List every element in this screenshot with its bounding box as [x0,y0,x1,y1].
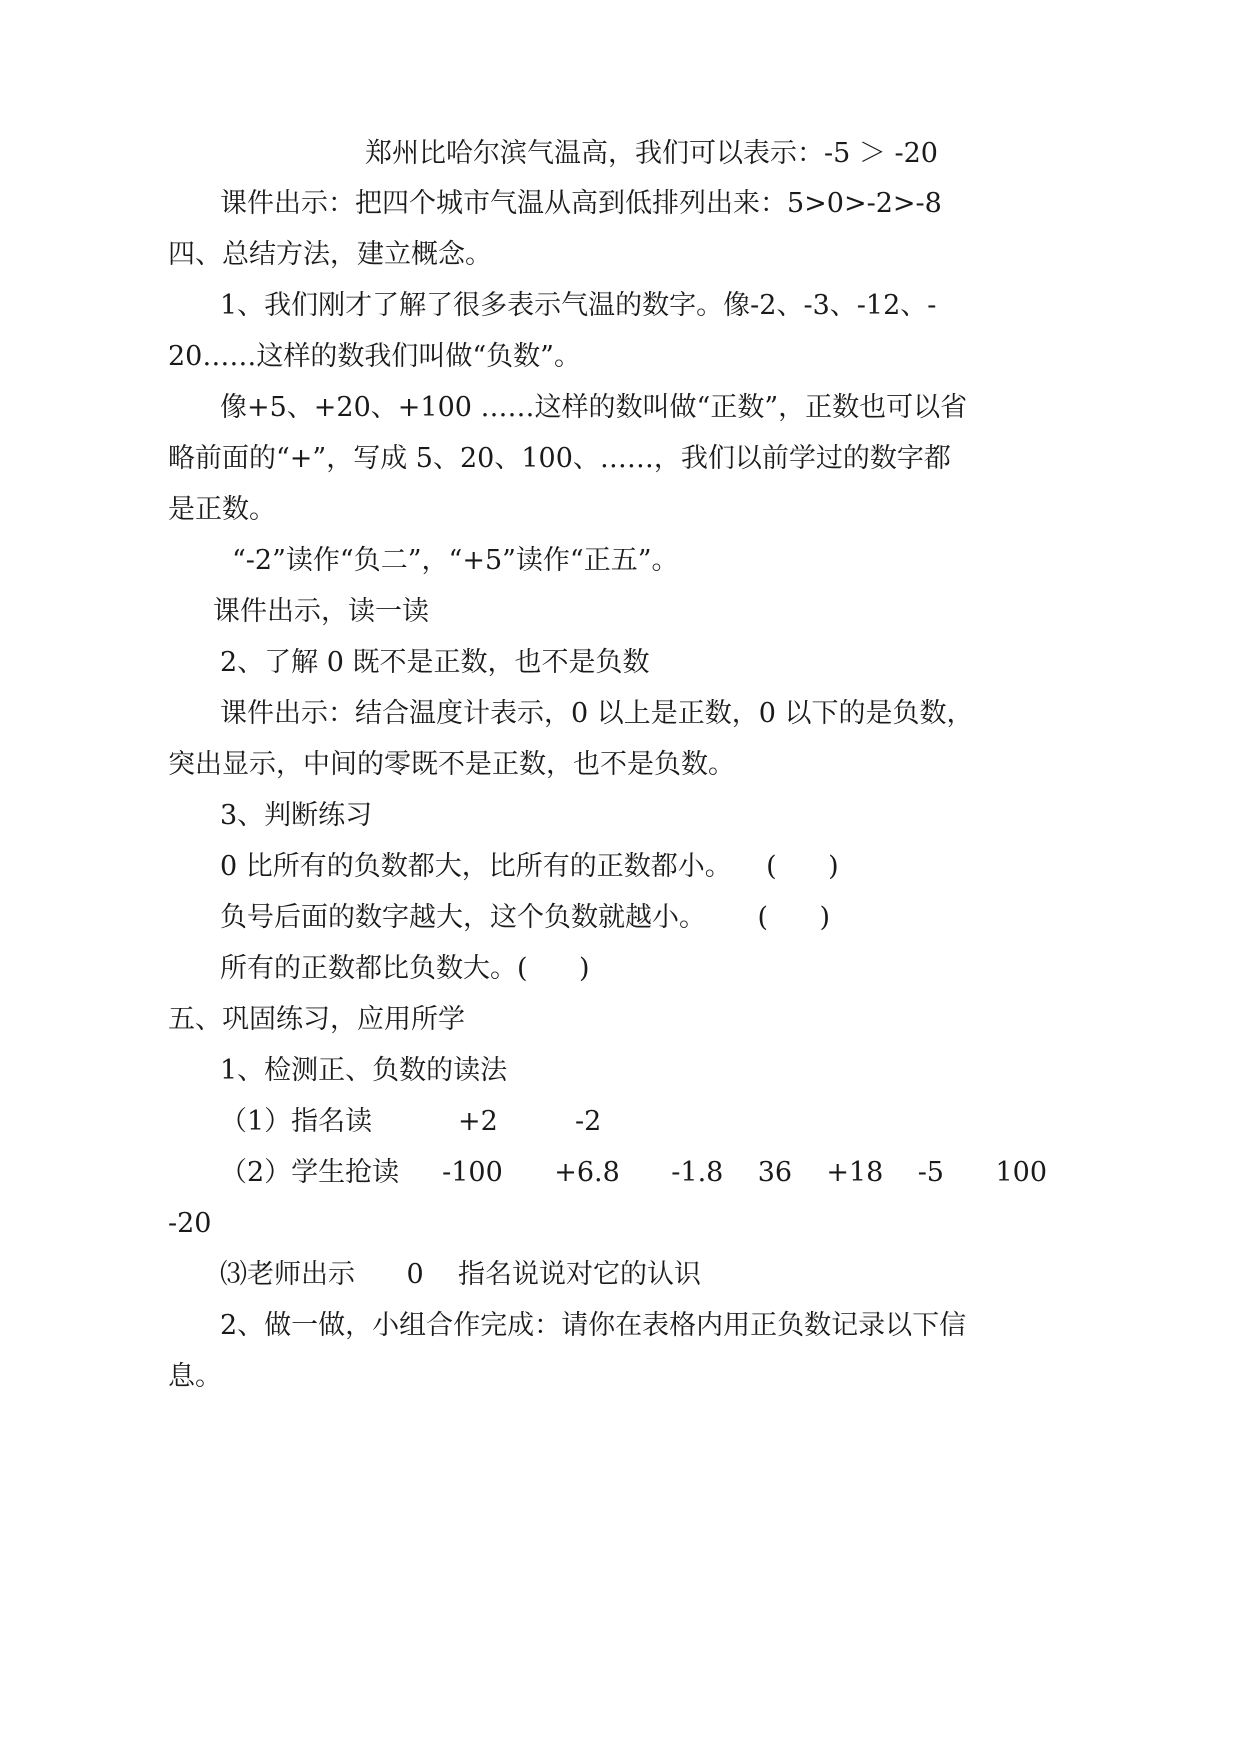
text-line-14: 3、判断练习 [220,800,373,831]
section-heading-5: 五、巩固练习，应用所学 [168,1004,465,1035]
text-line-23: ⑶老师出示 0 指名说说对它的认识 [220,1259,702,1290]
text-line-25: 息。 [168,1361,222,1392]
text-line-21: （2）学生抢读 -100 +6.8 -1.8 36 +18 -5 100 [220,1157,1048,1188]
text-line-6: 像+5、+20、+100 ……这样的数叫做“正数”，正数也可以省 [220,392,968,423]
text-line-12: 课件出示：结合温度计表示，0 以上是正数，0 以下的是负数， [220,698,974,729]
text-line-24: 2、做一做，小组合作完成：请你在表格内用正负数记录以下信 [220,1310,967,1341]
text-line-20: （1）指名读 +2 -2 [220,1106,602,1137]
text-line-9: “-2”读作“负二”，“+5”读作“正五”。 [232,545,679,576]
text-line-10: 课件出示，读一读 [213,596,429,627]
text-line-22: -20 [168,1208,212,1239]
text-line-11: 2、了解 0 既不是正数，也不是负数 [220,647,650,678]
text-line-2: 课件出示：把四个城市气温从高到低排列出来：5>0>-2>-8 [220,188,942,219]
text-line-8: 是正数。 [168,494,276,525]
text-line-5: 20……这样的数我们叫做“负数”。 [168,341,581,372]
text-line-1: 郑州比哈尔滨气温高，我们可以表示：-5 ＞ -20 [365,138,938,169]
judge-item-3: 所有的正数都比负数大。( ) [220,953,590,984]
text-line-13: 突出显示，中间的零既不是正数，也不是负数。 [168,749,735,780]
text-line-7: 略前面的“+”，写成 5、20、100、……，我们以前学过的数字都 [168,443,951,474]
section-heading-4: 四、总结方法，建立概念。 [168,239,492,270]
text-line-19: 1、检测正、负数的读法 [220,1055,508,1086]
text-line-4: 1、我们刚才了解了很多表示气温的数字。像-2、-3、-12、- [220,290,937,321]
judge-item-1: 0 比所有的负数都大，比所有的正数都小。 ( ) [220,851,839,882]
judge-item-2: 负号后面的数字越大，这个负数就越小。 ( ) [220,902,831,933]
